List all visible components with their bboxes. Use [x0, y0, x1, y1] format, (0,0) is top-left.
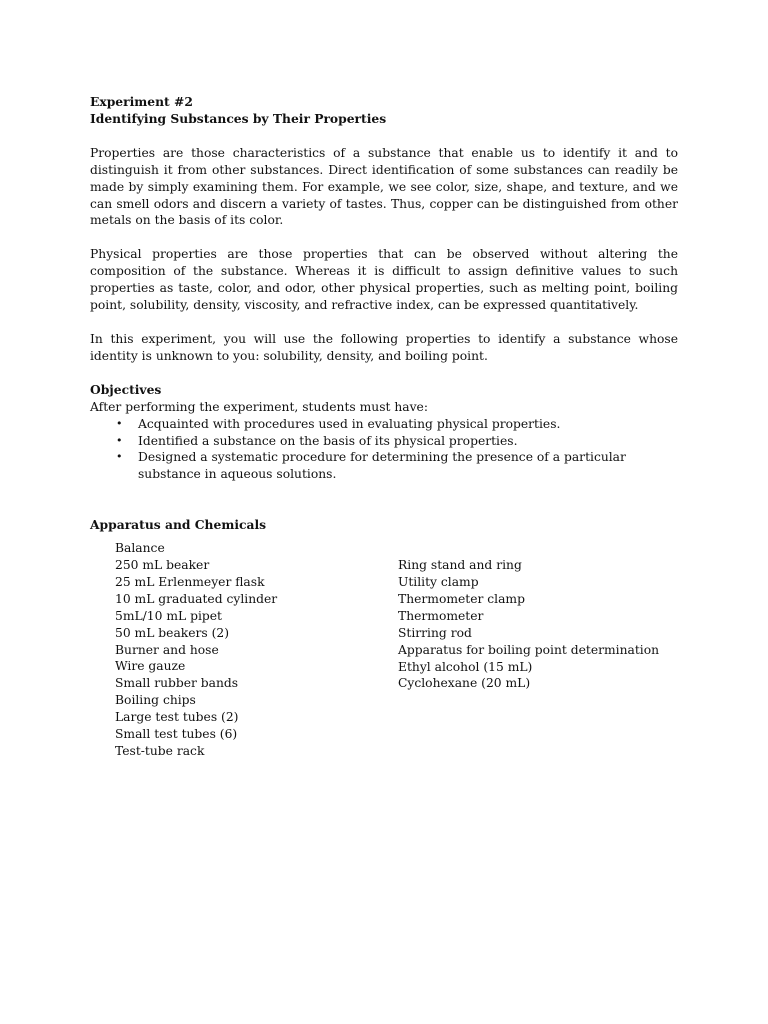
list-item: Wire gauze	[115, 659, 186, 674]
apparatus-columns	[90, 540, 678, 770]
apparatus-left-column	[115, 540, 277, 760]
experiment-title: Identifying Substances by Their Properties	[90, 110, 387, 126]
list-item: Ring stand and ring	[398, 558, 522, 573]
paragraph-experiment-intro: In this experiment, you will use the following properties to identify a substance whose identity is unknown to you: solubility, density, and boiling point.	[90, 331, 678, 363]
list-item: 5mL/10 mL pipet	[115, 608, 222, 623]
list-item: Burner and hose	[115, 642, 219, 657]
list-item: 50 mL beakers (2)	[115, 625, 230, 640]
paragraph-physical-properties: Physical properties are those properties that can be observed without altering the composition of the substance. Whereas it is difficult to assign definitive values to such properties as taste, color, and odor, other physical properties, such as melting point, boiling point, solubility, density, viscosity, and refractive index, can be expressed quantitatively.	[90, 247, 678, 313]
bullet-icon: •	[116, 450, 123, 464]
list-item: Thermometer	[398, 608, 484, 623]
apparatus-right-column	[398, 557, 659, 692]
apparatus-heading: Apparatus and Chemicals	[90, 517, 267, 533]
list-item: Ethyl alcohol (15 mL)	[398, 659, 533, 674]
paragraph-properties: Properties are those characteristics of a substance that enable us to identify it and to distinguish it from other substances. Direct identification of some substances can readily be made by simply examining them. For example, we see color, size, shape, and texture, and we can smell odors and discern a variety of tastes. Thus, copper can be distinguished from other metals on the basis of its color.	[90, 145, 678, 228]
objective-text: Designed a systematic procedure for determining the presence of a particular substance in aqueous solutions.	[138, 450, 626, 482]
list-item: Cyclohexane (20 mL)	[398, 676, 531, 691]
document-body	[90, 94, 678, 770]
list-item	[90, 433, 678, 450]
objective-text: Identified a substance on the basis of its physical properties.	[138, 433, 518, 448]
list-item: Thermometer clamp	[398, 591, 525, 606]
list-item	[90, 449, 678, 483]
list-item	[90, 416, 678, 433]
list-item: Large test tubes (2)	[115, 710, 239, 725]
bullet-icon: •	[116, 416, 123, 430]
list-item: Boiling chips	[115, 693, 196, 708]
list-item: Utility clamp	[398, 575, 479, 590]
list-item: 25 mL Erlenmeyer flask	[115, 574, 265, 589]
experiment-number: Experiment #2	[90, 94, 193, 109]
objectives-intro: After performing the experiment, students must have:	[90, 399, 428, 414]
objective-text: Acquainted with procedures used in evaluating physical properties.	[138, 416, 561, 431]
objectives-list	[90, 416, 678, 484]
list-item: 10 mL graduated cylinder	[115, 591, 278, 606]
list-item: Apparatus for boiling point determination	[398, 642, 660, 657]
list-item: Small rubber bands	[115, 676, 239, 691]
list-item: 250 mL beaker	[115, 558, 210, 573]
list-item: Test-tube rack	[115, 744, 205, 758]
list-item: Stirring rod	[398, 625, 472, 640]
list-item: Small test tubes (6)	[115, 727, 238, 742]
bullet-icon: •	[116, 433, 123, 447]
list-item: Balance	[115, 541, 165, 556]
objectives-heading: Objectives	[90, 381, 162, 397]
